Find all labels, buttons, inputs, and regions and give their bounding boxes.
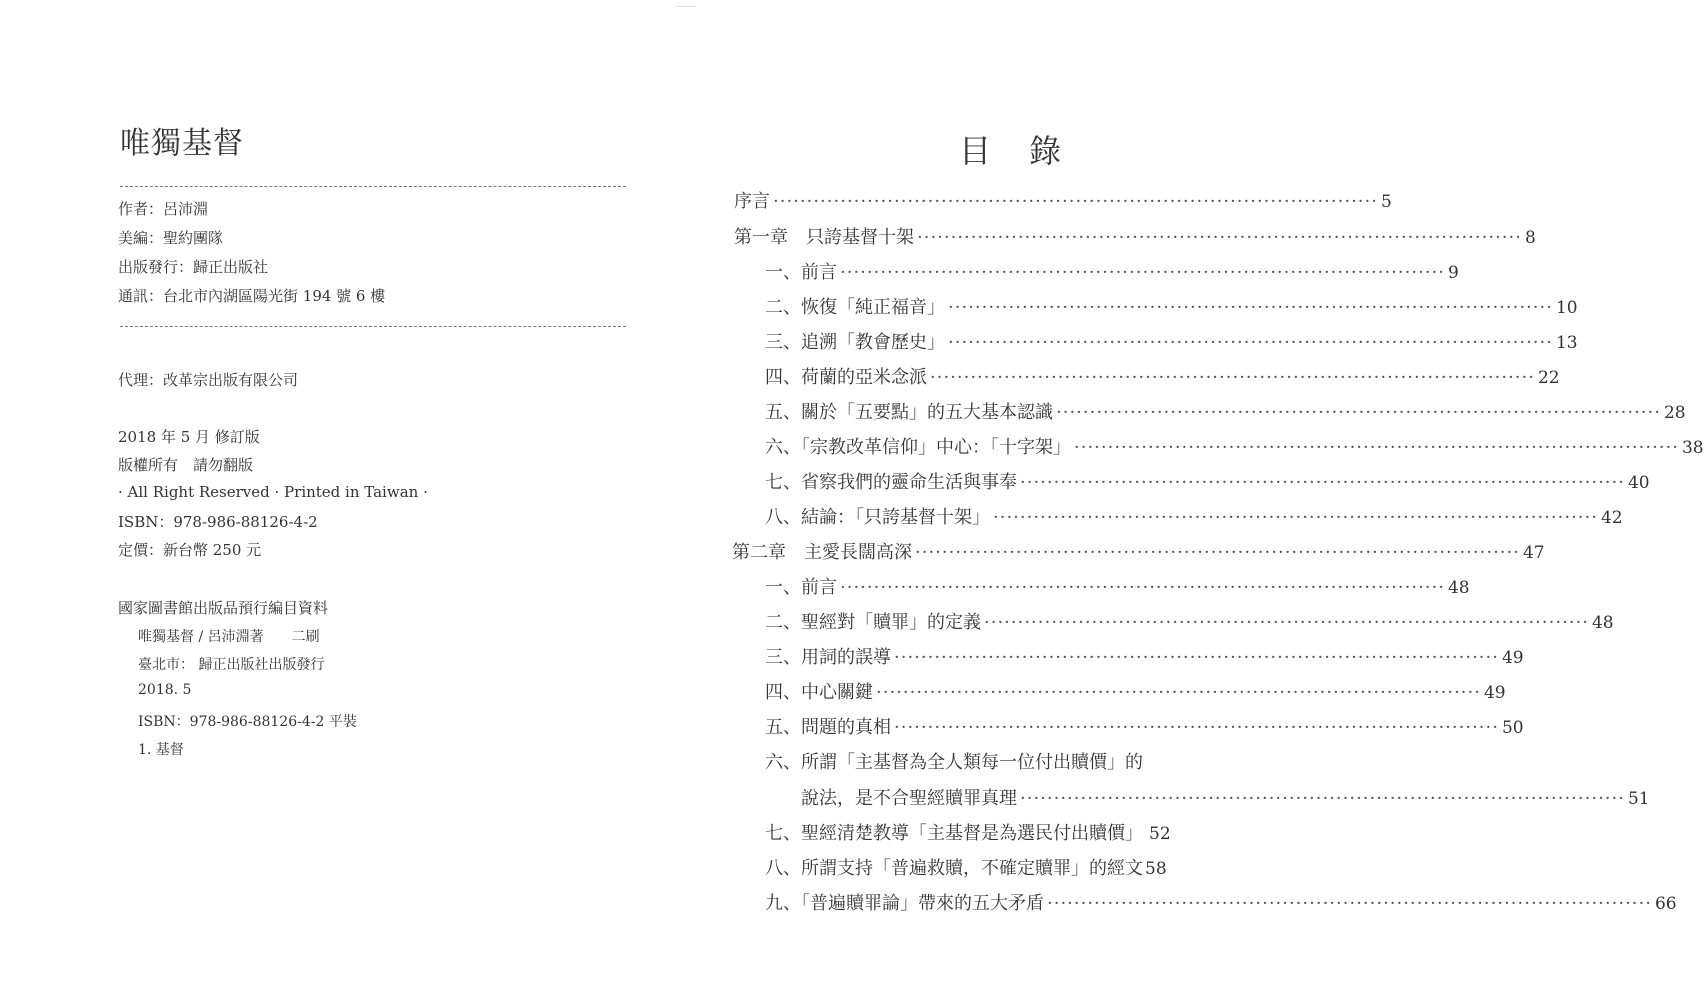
toc-leader: ·························································································· — [876, 682, 1481, 703]
toc-entry-label: 五、問題的真相 — [765, 717, 891, 738]
toc-entry-label: 九、「普遍贖罪論」帶來的五大矛盾 — [765, 893, 1044, 914]
toc-entry — [734, 187, 1392, 213]
toc-entry — [765, 398, 1686, 424]
toc-entry-page: 50 — [1501, 718, 1524, 738]
toc-leader: ·························································································· — [1056, 402, 1661, 423]
toc-entry — [765, 608, 1614, 634]
toc-entry-page: 47 — [1522, 543, 1545, 563]
toc-entry-page: 49 — [1483, 683, 1506, 703]
toc-entry — [765, 503, 1623, 529]
toc-entry-page: 8 — [1524, 228, 1536, 248]
book-title: 唯獨基督 — [120, 126, 244, 161]
toc-leader: ·························································································· — [948, 332, 1553, 353]
toc-leader: ·························································································· — [1074, 437, 1679, 458]
toc-entry-page: 13 — [1555, 333, 1578, 353]
edition-date: 2018 年 5 月 修訂版 — [118, 428, 260, 446]
cip-line-title: 唯獨基督 / 呂沛淵著 二刷 — [138, 629, 320, 645]
toc-entry-label: 三、追溯「教會歷史」 — [765, 332, 945, 353]
cip-line-date: 2018. 5 — [138, 682, 192, 698]
toc-entry-page: 28 — [1663, 403, 1686, 423]
toc-entry — [765, 713, 1524, 739]
toc-entry-page: 51 — [1627, 789, 1650, 809]
toc-entry — [765, 468, 1650, 494]
toc-entry-page: 9 — [1447, 263, 1459, 283]
toc-entry — [765, 258, 1459, 284]
toc-leader: ·························································································· — [1020, 788, 1625, 809]
toc-entry-page: 66 — [1654, 894, 1677, 914]
toc-entry — [801, 784, 1650, 810]
toc-entry-label: 序言 — [734, 191, 770, 212]
rights-reserved: · All Right Reserved · Printed in Taiwan · — [118, 483, 428, 501]
toc-entry-page: 49 — [1501, 648, 1524, 668]
toc-entry-label: 六、所謂「主基督為全人類每一位付出贖價」的 — [765, 752, 1143, 773]
copyright-page — [0, 0, 654, 991]
toc-entry-page: 10 — [1555, 298, 1578, 318]
toc-entry-label: 三、用詞的誤導 — [765, 647, 891, 668]
toc-entry-label: 二、聖經對「贖罪」的定義 — [765, 612, 981, 633]
toc-entry-label: 八、結論：「只誇基督十架」 — [765, 507, 990, 528]
toc-entry-label: 一、前言 — [765, 262, 837, 283]
credit-design: 美編：聖約團隊 — [118, 229, 224, 247]
toc-entry-label: 七、省察我們的靈命生活與事奉 — [765, 472, 1017, 493]
toc-leader: ·························································································· — [773, 191, 1378, 212]
toc-entry — [765, 678, 1506, 704]
toc-leader: ·························································································· — [1020, 472, 1625, 493]
cip-line-subject: 1. 基督 — [138, 742, 184, 758]
toc-entry-label: 七、聖經清楚教導「主基督是為選民付出贖價」 — [765, 823, 1143, 844]
toc-entry-page: 58 — [1145, 859, 1167, 879]
agent-line: 代理：改革宗出版有限公司 — [118, 371, 299, 389]
toc-entry-label: 一、前言 — [765, 577, 837, 598]
toc-entry-label: 第一章 只誇基督十架 — [734, 227, 914, 248]
toc-entry-label: 八、所謂支持「普遍救贖，不確定贖罪」的經文 — [765, 858, 1143, 879]
toc-entry-label: 六、「宗教改革信仰」中心：「十字架」 — [765, 437, 1071, 458]
toc-entry-label: 四、中心關鍵 — [765, 682, 873, 703]
copyright-notice: 版權所有 請勿翻版 — [118, 456, 254, 474]
toc-entry-label: 第二章 主愛長闊高深 — [732, 542, 912, 563]
toc-leader: ·························································································· — [1047, 893, 1652, 914]
credit-address: 通訊：台北市內湖區陽光街 194 號 6 樓 — [118, 287, 386, 305]
toc-entry — [765, 854, 1210, 880]
toc-leader: ·························································································· — [840, 262, 1445, 283]
divider-bottom — [120, 326, 626, 327]
toc-leader: ·························································································· — [894, 717, 1499, 738]
toc-leader: ·························································································· — [917, 227, 1522, 248]
toc-leader: ·························································································· — [840, 577, 1445, 598]
toc-entry-label: 五、關於「五要點」的五大基本認識 — [765, 402, 1053, 423]
toc-entry-page: 48 — [1447, 578, 1470, 598]
toc-entry-label: 說法，是不合聖經贖罪真理 — [801, 788, 1017, 809]
toc-entry-page: 22 — [1537, 368, 1560, 388]
toc-title: 目 錄 — [959, 132, 1076, 170]
toc-entry — [732, 538, 1545, 564]
toc-entry — [765, 293, 1578, 319]
toc-entry — [734, 223, 1536, 249]
toc-entry — [765, 433, 1704, 459]
divider-top — [120, 186, 626, 187]
toc-page — [654, 0, 1704, 991]
toc-entry — [765, 643, 1524, 669]
credit-publisher: 出版發行：歸正出版社 — [118, 258, 269, 276]
credit-author: 作者：呂沛淵 — [118, 200, 209, 218]
toc-entry — [765, 889, 1677, 915]
toc-leader: ·························································································· — [930, 367, 1535, 388]
cip-line-isbn: ISBN：978-986-88126-4-2 平裝 — [138, 714, 357, 730]
toc-entry-label: 二、恢復「純正福音」 — [765, 297, 945, 318]
toc-leader: ·························································································· — [915, 542, 1520, 563]
cip-heading: 國家圖書館出版品預行編目資料 — [118, 599, 329, 617]
toc-entry — [765, 328, 1578, 354]
toc-leader: ·························································································· — [894, 647, 1499, 668]
toc-entry — [765, 573, 1470, 599]
toc-entry-page: 38 — [1681, 438, 1704, 458]
toc-entry — [765, 363, 1560, 389]
toc-leader: ·························································································· — [993, 507, 1598, 528]
toc-entry-page: 5 — [1380, 192, 1392, 212]
price-line: 定價：新台幣 250 元 — [118, 541, 262, 559]
toc-entry-page: 40 — [1627, 473, 1650, 493]
toc-entry-page: 42 — [1600, 508, 1623, 528]
toc-entry — [765, 819, 1210, 845]
toc-entry-page: 48 — [1591, 613, 1614, 633]
cip-line-place: 臺北市： 歸正出版社出版發行 — [138, 657, 325, 673]
toc-leader: ·························································································· — [984, 612, 1589, 633]
toc-entry-page: 52 — [1149, 824, 1171, 844]
toc-leader: ·························································································· — [948, 297, 1553, 318]
toc-entry-label: 四、荷蘭的亞米念派 — [765, 367, 927, 388]
isbn-line: ISBN：978-986-88126-4-2 — [118, 513, 318, 531]
